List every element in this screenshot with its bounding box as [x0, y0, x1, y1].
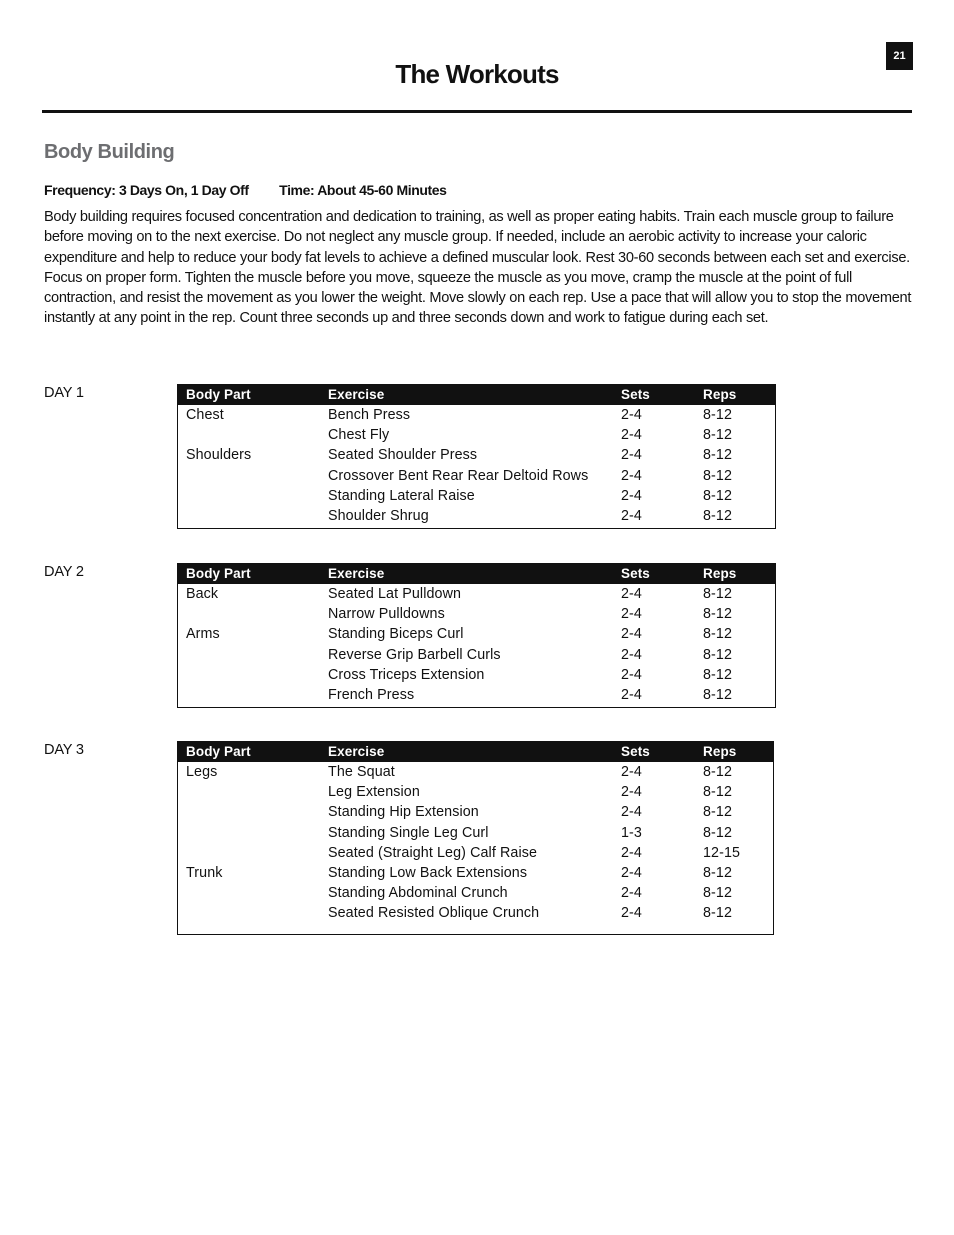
exercise-cell: Crossover Bent Rear Rear Deltoid Rows [328, 467, 589, 484]
sets-cell: 2-4 [621, 764, 642, 780]
body-part-cell: Chest [186, 407, 224, 423]
header-reps: Reps [703, 566, 737, 581]
sets-cell: 2-4 [621, 646, 642, 663]
reps-cell: 8-12 [703, 686, 733, 703]
sets-cell: 1-3 [621, 824, 642, 841]
exercise-cell: Standing Hip Extension [328, 804, 479, 821]
reps-cell: 8-12 [703, 784, 733, 801]
table-row [178, 883, 773, 903]
day-3-table [177, 741, 774, 935]
table-header [178, 385, 775, 405]
table-row [178, 843, 773, 863]
reps-cell: 8-12 [703, 487, 733, 504]
table-header [178, 564, 775, 584]
sets-cell: 2-4 [621, 606, 642, 623]
reps-cell: 8-12 [703, 864, 733, 881]
exercise-cell: The Squat [328, 764, 395, 780]
exercise-cell: Standing Low Back Extensions [328, 864, 528, 881]
day-3-label: DAY 3 [44, 742, 84, 758]
header-reps: Reps [703, 744, 737, 759]
table-row [178, 506, 775, 526]
header-reps: Reps [703, 387, 737, 402]
day-2-label: DAY 2 [44, 564, 84, 580]
page-number: 21 [886, 42, 913, 70]
sets-cell: 2-4 [621, 467, 642, 484]
reps-cell: 8-12 [703, 764, 733, 780]
body-part-cell: Legs [186, 764, 218, 780]
table-row [178, 584, 775, 604]
sets-cell: 2-4 [621, 885, 642, 902]
sets-cell: 2-4 [621, 427, 642, 444]
time-text: Time: About 45-60 Minutes [279, 182, 447, 198]
table-row [178, 903, 773, 923]
sets-cell: 2-4 [621, 447, 642, 464]
exercise-cell: Shoulder Shrug [328, 507, 429, 524]
title-rule [42, 110, 912, 113]
sets-cell: 2-4 [621, 626, 642, 643]
sets-cell: 2-4 [621, 844, 642, 861]
reps-cell: 8-12 [703, 885, 733, 902]
sets-cell: 2-4 [621, 905, 642, 922]
header-sets: Sets [621, 387, 650, 402]
table-row [178, 665, 775, 685]
day-1-table [177, 384, 776, 529]
reps-cell: 8-12 [703, 824, 733, 841]
reps-cell: 8-12 [703, 606, 733, 623]
exercise-cell: Cross Triceps Extension [328, 666, 485, 683]
header-exercise: Exercise [328, 387, 385, 402]
table-row [178, 425, 775, 445]
header-body-part: Body Part [186, 566, 251, 581]
frequency-text: Frequency: 3 Days On, 1 Day Off [44, 182, 249, 198]
body-part-cell: Shoulders [186, 447, 252, 464]
table-body [178, 405, 775, 526]
table-row [178, 823, 773, 843]
intro-paragraph: Body building requires focused concentration and dedication to training, as well as proper eating habits. Train each muscle group to failure before moving on to the next exercise. Do not neglect any muscle group. If needed, include an aerobic activity to increase your caloric expenditure and help to reduce your body fat levels to achieve a defined muscular look. Rest 30-60 seconds between each set and exercise. Focus on proper form. Tighten the muscle before you move, squeeze the muscle as you move, cramp the muscle at the point of full contraction, and resist the movement as you lower the weight. Move slowly on each rep. Use a pace that will allow you to stop the movement instantly at any point in the rep. Count three seconds up and three seconds down and work to fatigue during each set. [44, 209, 912, 327]
header-body-part: Body Part [186, 387, 251, 402]
exercise-cell: Seated (Straight Leg) Calf Raise [328, 844, 538, 861]
exercise-cell: Chest Fly [328, 427, 390, 444]
sets-cell: 2-4 [621, 586, 642, 602]
exercise-cell: Leg Extension [328, 784, 420, 801]
exercise-cell: Standing Lateral Raise [328, 487, 475, 504]
body-part-cell: Back [186, 586, 219, 602]
sets-cell: 2-4 [621, 784, 642, 801]
reps-cell: 8-12 [703, 586, 733, 602]
header-exercise: Exercise [328, 744, 385, 759]
header-body-part: Body Part [186, 744, 251, 759]
reps-cell: 8-12 [703, 646, 733, 663]
table-row [178, 782, 773, 802]
table-row [178, 624, 775, 644]
reps-cell: 8-12 [703, 467, 733, 484]
header-exercise: Exercise [328, 566, 385, 581]
exercise-cell: French Press [328, 686, 415, 703]
exercise-cell: Seated Resisted Oblique Crunch [328, 905, 540, 922]
header-sets: Sets [621, 566, 650, 581]
sets-cell: 2-4 [621, 507, 642, 524]
table-header [178, 742, 773, 762]
sets-cell: 2-4 [621, 487, 642, 504]
table-row [178, 685, 775, 705]
reps-cell: 8-12 [703, 905, 733, 922]
table-row [178, 445, 775, 465]
section-heading: Body Building [44, 141, 175, 163]
body-part-cell: Trunk [186, 864, 223, 881]
exercise-cell: Standing Single Leg Curl [328, 824, 489, 841]
sets-cell: 2-4 [621, 804, 642, 821]
reps-cell: 8-12 [703, 407, 733, 423]
table-row [178, 466, 775, 486]
table-row [178, 604, 775, 624]
reps-cell: 8-12 [703, 666, 733, 683]
table-row [178, 486, 775, 506]
exercise-cell: Bench Press [328, 407, 411, 423]
table-row [178, 645, 775, 665]
reps-cell: 8-12 [703, 626, 733, 643]
exercise-cell: Standing Abdominal Crunch [328, 885, 508, 902]
table-body [178, 762, 773, 924]
reps-cell: 8-12 [703, 804, 733, 821]
exercise-cell: Seated Shoulder Press [328, 447, 478, 464]
day-1-label: DAY 1 [44, 385, 84, 401]
reps-cell: 8-12 [703, 427, 733, 444]
page-title: The Workouts [395, 59, 559, 89]
body-part-cell: Arms [186, 626, 220, 643]
table-row [178, 802, 773, 822]
sets-cell: 2-4 [621, 407, 642, 423]
table-row [178, 762, 773, 782]
reps-cell: 8-12 [703, 507, 733, 524]
table-body [178, 584, 775, 705]
table-row [178, 863, 773, 883]
table-row [178, 405, 775, 425]
reps-cell: 8-12 [703, 447, 733, 464]
header-sets: Sets [621, 744, 650, 759]
sets-cell: 2-4 [621, 666, 642, 683]
sets-cell: 2-4 [621, 864, 642, 881]
workout-meta [44, 180, 447, 200]
exercise-cell: Narrow Pulldowns [328, 606, 445, 623]
day-2-table [177, 563, 776, 708]
exercise-cell: Standing Biceps Curl [328, 626, 464, 643]
sets-cell: 2-4 [621, 686, 642, 703]
exercise-cell: Reverse Grip Barbell Curls [328, 646, 501, 663]
exercise-cell: Seated Lat Pulldown [328, 586, 462, 602]
reps-cell: 12-15 [703, 844, 741, 861]
